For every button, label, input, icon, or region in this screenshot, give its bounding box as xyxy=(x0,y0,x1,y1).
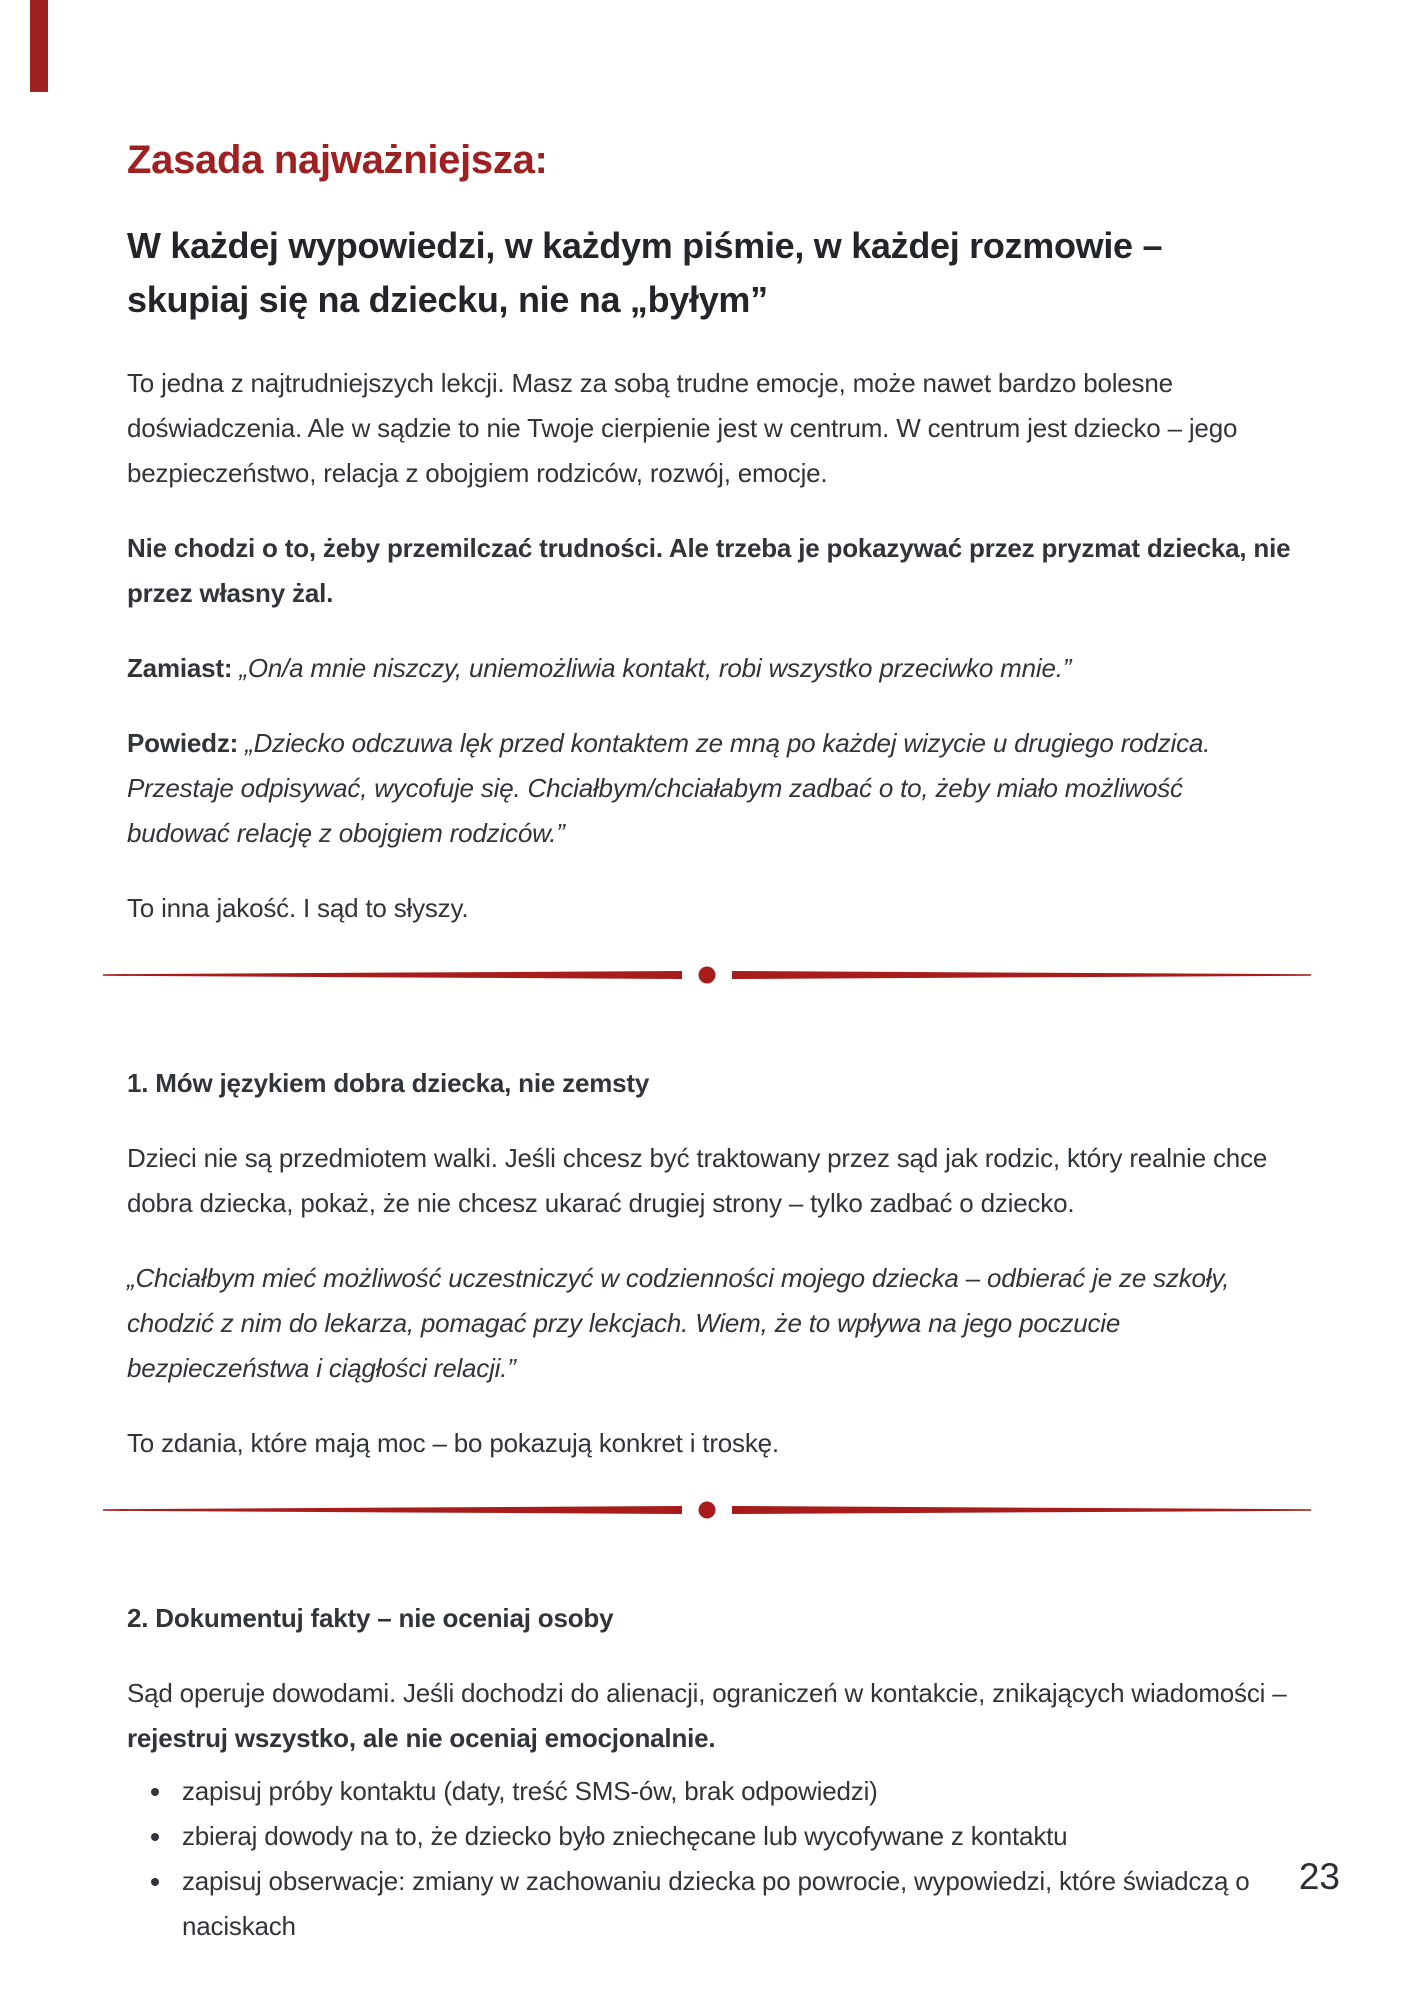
zamiast-paragraph xyxy=(127,646,1292,691)
section-divider xyxy=(103,961,1311,989)
powiedz-separator: : xyxy=(229,728,246,758)
intro-paragraph: To jedna z najtrudniejszych lekcji. Masz za sobą trudne emocje, może nawet bardzo bolesne doświadczenia. Ale w sądzie to nie Twoje cierpienie jest w centrum. W centrum jest dziecko – jego bezpieczeństwo, relacja z obojgiem rodziców, rozwój, emocje. xyxy=(127,368,1238,488)
list-item: • zbieraj dowody na to, że dziecko było zniechęcane lub wycofywane z kontaktu xyxy=(174,1814,1292,1859)
section1-body: Dzieci nie są przedmiotem walki. Jeśli chcesz być traktowany przez sąd jak rodzic, który realnie chce dobra dziecka, pokaż, że nie chcesz ukarać drugiej strony – tylko zadbać o dziecko. xyxy=(127,1143,1268,1218)
list-item: • zapisuj próby kontaktu (daty, treść SMS-ów, brak odpowiedzi) xyxy=(174,1769,1292,1814)
zamiast-separator: : xyxy=(223,653,240,683)
emphasis-paragraph: Nie chodzi o to, żeby przemilczać trudności. Ale trzeba je pokazywać przez pryzmat dziecka, nie przez własny żal. xyxy=(127,533,1291,608)
section2-body xyxy=(127,1671,1292,1761)
page-kicker-heading: Zasada najważniejsza: xyxy=(127,138,548,182)
powiedz-label: Powiedz xyxy=(127,728,230,758)
page-number: 23 xyxy=(1298,1856,1340,1897)
section2-body-bold: rejestruj wszystko, ale nie oceniaj emocjonalnie. xyxy=(127,1723,716,1753)
section2-body-regular: Sąd operuje dowodami. Jeśli dochodzi do alienacji, ograniczeń w kontakcie, znikających wiadomości – xyxy=(127,1678,1287,1708)
powiedz-quote: „Dziecko odczuwa lęk przed kontaktem ze mną po każdej wizycie u drugiego rodzica. Przestaje odpisywać, wycofuje się. Chciałbym/chciałabym zadbać o to, żeby miało możliwość budować relację z obojgiem rodziców.” xyxy=(127,728,1211,848)
section1-quote: „Chciałbym mieć możliwość uczestniczyć w codzienności mojego dziecka – odbierać je ze szkoły, chodzić z nim do lekarza, pomagać przy lekcjach. Wiem, że to wpływa na jego poczucie bezpieczeństwa i ciągłości relacji.” xyxy=(127,1263,1230,1383)
divider-ornament-icon xyxy=(103,961,1311,989)
evidence-list xyxy=(127,1769,1292,1949)
powiedz-paragraph xyxy=(127,721,1292,856)
zamiast-label: Zamiast xyxy=(127,653,224,683)
page-title xyxy=(127,219,1292,327)
list-item: • zapisuj obserwacje: zmiany w zachowaniu dziecka po powrocie, wypowiedzi, które świadczą o naciskach xyxy=(174,1859,1292,1949)
section2-heading: 2. Dokumentuj fakty – nie oceniaj osoby xyxy=(127,1603,614,1633)
page-title-line1: W każdej wypowiedzi, w każdym piśmie, w każdej rozmowie – xyxy=(127,225,1163,266)
section1-heading: 1. Mów językiem dobra dziecka, nie zemsty xyxy=(127,1068,650,1098)
section-divider xyxy=(103,1496,1311,1524)
zamiast-quote: „On/a mnie niszczy, uniemożliwia kontakt, robi wszystko przeciwko mnie.” xyxy=(239,653,1072,683)
section1-conclusion: To zdania, które mają moc – bo pokazują konkret i troskę. xyxy=(127,1428,779,1458)
page-title-line2: skupiaj się na dziecku, nie na „byłym” xyxy=(127,279,768,320)
corner-accent-bar xyxy=(30,0,48,92)
conclusion-paragraph: To inna jakość. I sąd to słyszy. xyxy=(127,893,469,923)
divider-ornament-icon xyxy=(103,1496,1311,1524)
